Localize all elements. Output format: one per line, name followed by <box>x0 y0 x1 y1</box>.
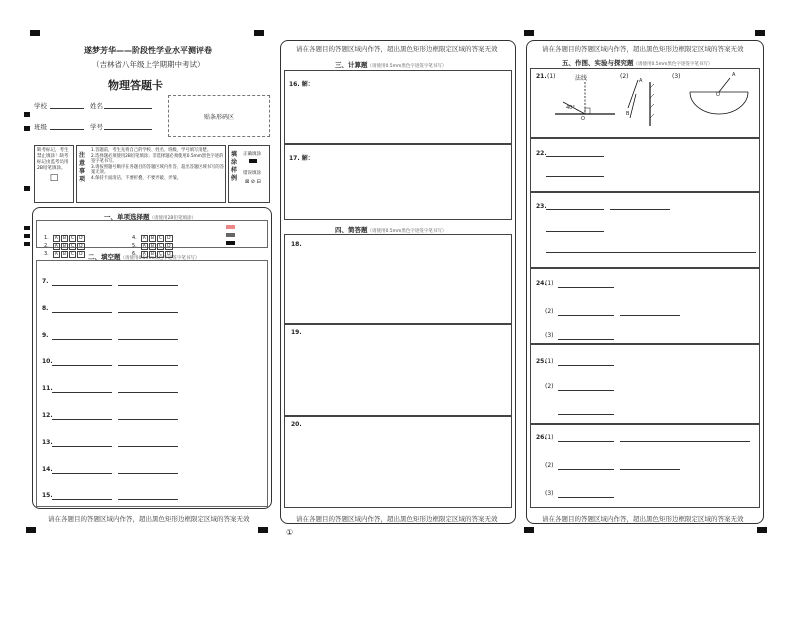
q25-num: 25. <box>536 358 547 365</box>
seat-label: 学号 <box>90 123 103 131</box>
choice-row <box>44 240 86 259</box>
position-mark <box>258 527 268 533</box>
q24-part1: (1) <box>545 280 554 287</box>
absent-checkbox[interactable]: □ <box>49 173 59 183</box>
position-mark <box>24 186 30 191</box>
q26-area <box>530 424 760 508</box>
fill-example-label: 填涂样例 <box>231 151 238 182</box>
choice-option[interactable]: D <box>79 236 83 241</box>
q21-part2: (2) <box>620 73 629 80</box>
page-marker: ① <box>286 528 294 537</box>
notice-middle-top: 请在各题目的答题区域内作答，超出黑色矩形边框限定区域的答案无效 <box>296 45 498 53</box>
fill-blank-line[interactable] <box>52 285 112 286</box>
fill-blank-line[interactable] <box>118 446 178 447</box>
choice-option[interactable]: C <box>158 236 163 241</box>
notes-label: 注意事项 <box>79 152 86 183</box>
section3-title: 三、计算题（请使用0.5mm黑色字迹签字笔书写） <box>335 61 447 69</box>
fill-wrong-sample: ⊠ ⊘ ⊟ <box>245 179 261 185</box>
section2-title: 二、填空题（请使用0.5mm黑色字迹签字笔书写） <box>88 253 200 261</box>
fill-blank-line[interactable] <box>52 419 112 420</box>
q20-area[interactable] <box>284 416 512 508</box>
q21-o-label: O <box>581 116 585 122</box>
q24-blank[interactable] <box>620 315 680 316</box>
fill-blank-line[interactable] <box>118 365 178 366</box>
choice-option[interactable]: B <box>62 236 66 241</box>
q21-a-label-2: A <box>639 78 643 84</box>
position-mark <box>254 30 264 36</box>
q21-normal-label: 法线 <box>575 75 588 82</box>
notice-left: 请在各题目的答题区域内作答，超出黑色矩形边框限定区域的答案无效 <box>48 515 250 523</box>
class-label: 班级 <box>34 123 47 131</box>
q24-num: 24. <box>536 280 547 287</box>
choice-color-swatch <box>226 233 235 237</box>
position-mark <box>26 527 36 533</box>
position-mark <box>757 527 767 533</box>
notes-list <box>91 148 225 182</box>
q21-a-label-3: A <box>732 72 736 78</box>
q21-o-label-3: O <box>716 92 720 98</box>
q16-area[interactable] <box>284 70 512 144</box>
name-label: 姓名 <box>90 102 103 110</box>
q22-blank[interactable] <box>546 176 604 177</box>
q18-label: 18. <box>291 241 302 248</box>
fill-blank-line[interactable] <box>52 446 112 447</box>
q20-label: 20. <box>291 421 302 428</box>
section4-title: 四、简答题（请使用0.5mm黑色字迹签字笔书写） <box>335 226 447 234</box>
q24-part3: (3) <box>545 332 554 339</box>
choice-option[interactable]: D <box>167 244 171 249</box>
q22-area <box>530 138 760 192</box>
q24-blank[interactable] <box>558 339 614 340</box>
q23-blank[interactable] <box>546 231 604 232</box>
q22-num: 22. <box>536 150 547 157</box>
q24-area <box>530 268 760 344</box>
notice-right-bottom: 请在各题目的答题区域内作答，超出黑色矩形边框限定区域的答案无效 <box>542 515 744 523</box>
fill-blank-line[interactable] <box>52 365 112 366</box>
class-field[interactable] <box>50 129 84 130</box>
fill-correct-label: 正确填涂 <box>243 152 261 157</box>
fill-blank-qnum: 13. <box>42 438 53 446</box>
q26-blank[interactable] <box>620 469 680 470</box>
q21-part3: (3) <box>672 73 681 80</box>
fill-example-box <box>228 145 270 203</box>
q26-blank[interactable] <box>558 441 614 442</box>
fill-blank-line[interactable] <box>118 499 178 500</box>
q21-diagrams[interactable] <box>530 68 760 138</box>
position-mark <box>755 30 765 36</box>
choice-qnum: 5. <box>132 243 137 249</box>
choice-option[interactable]: B <box>62 244 66 249</box>
fill-blank-qnum: 9. <box>42 331 49 339</box>
q23-blank[interactable] <box>610 209 670 210</box>
q21-num: 21. <box>536 73 547 80</box>
q21-ray-b <box>630 94 636 118</box>
fill-wrong-label: 错误填涂 <box>243 171 261 176</box>
choice-option[interactable]: A <box>142 236 146 241</box>
choice-option[interactable]: A <box>54 252 58 257</box>
fill-blank-qnum: 7. <box>42 278 49 285</box>
q21-part1: (1) <box>547 73 556 80</box>
fill-blank-line[interactable] <box>52 473 112 474</box>
q21-angle-label: 40° <box>566 105 575 111</box>
position-mark <box>524 30 534 36</box>
q18-area[interactable] <box>284 234 512 324</box>
section1-title: 一、单项选择题（请使用2B铅笔填涂） <box>104 213 196 221</box>
fill-blank-qnum: 8. <box>42 304 49 312</box>
choice-option[interactable]: D <box>79 252 83 257</box>
fill-blank-qnum: 10. <box>42 358 53 366</box>
q26-blank[interactable] <box>558 497 614 498</box>
q25-blank[interactable] <box>558 365 614 366</box>
choice-qnum: 2. <box>44 243 49 249</box>
choice-option[interactable]: D <box>79 244 83 249</box>
absent-box <box>34 145 74 203</box>
barcode-area: 贴条形码区 <box>168 95 270 137</box>
notice-right-top: 请在各题目的答题区域内作答，超出黑色矩形边框限定区域的答案无效 <box>542 45 744 53</box>
choice-qnum: 6. <box>132 251 137 257</box>
fill-blank-qnum: 11. <box>42 385 53 393</box>
q25-blank[interactable] <box>558 414 614 415</box>
q25-part2: (2) <box>545 383 554 390</box>
fill-blank-line[interactable] <box>52 339 112 340</box>
q26-part3: (3) <box>545 490 554 497</box>
q23-blank[interactable] <box>546 252 756 253</box>
fill-blank-line[interactable] <box>52 312 112 313</box>
exam-title: 遂梦芳华——阶段性学业水平测评卷 <box>84 46 212 55</box>
notice-middle-bottom: 请在各题目的答题区域内作答，超出黑色矩形边框限定区域的答案无效 <box>296 515 498 523</box>
q23-num: 23. <box>536 203 547 210</box>
school-label: 学校 <box>34 102 47 110</box>
section5-title: 五、作图、实验与探究题（请使用0.5mm黑色字迹签字笔书写） <box>562 59 713 67</box>
q23-blank[interactable] <box>546 209 604 210</box>
absent-text: 缺考标记，考生禁止填涂！缺考标记由监考员用2B铅笔填涂。 <box>37 148 69 171</box>
choice-color-swatch <box>226 241 235 245</box>
q25-part1: (1) <box>545 358 554 365</box>
section2-box <box>36 260 268 507</box>
q21-right-angle <box>585 108 590 114</box>
fill-blank-qnum: 12. <box>42 412 53 419</box>
position-mark <box>30 30 40 36</box>
choice-option[interactable]: A <box>142 252 146 257</box>
position-mark <box>24 242 30 246</box>
choice-qnum: 1. <box>44 235 49 241</box>
choice-option[interactable]: D <box>167 236 171 241</box>
choice-option[interactable]: A <box>54 236 58 241</box>
q24-blank[interactable] <box>558 287 614 288</box>
q26-part2: (2) <box>545 462 554 469</box>
note-item: 3.请按照题号顺序在各题目的答题区域内作答，超出答题区域书写的答案无效。 <box>91 164 225 176</box>
position-mark <box>24 226 30 230</box>
q17-area[interactable] <box>284 144 512 220</box>
fill-blank-line[interactable] <box>52 392 112 393</box>
q21-ray-a <box>628 80 638 108</box>
choice-option[interactable]: D <box>167 252 171 257</box>
position-mark <box>524 527 534 533</box>
card-title: 物理答题卡 <box>108 79 163 92</box>
note-item: 1.答题前，考生先将自己的学校、姓名、班级、学号填写清楚。 <box>91 148 212 153</box>
name-field[interactable] <box>104 108 152 109</box>
choice-option[interactable]: C <box>70 236 75 241</box>
q21-ray-ao <box>719 78 730 92</box>
choice-option[interactable]: C <box>70 252 75 257</box>
choice-option[interactable]: B <box>150 236 154 241</box>
position-mark <box>24 112 30 117</box>
fill-blank-line[interactable] <box>118 339 178 340</box>
fill-blank-line[interactable] <box>118 312 178 313</box>
q25-blank[interactable] <box>558 390 614 391</box>
fill-blank-line[interactable] <box>118 392 178 393</box>
q17-label: 17. 解： <box>289 155 314 162</box>
q21-b-label-2: B <box>626 111 630 117</box>
choice-option[interactable]: B <box>150 252 154 257</box>
q26-blank[interactable] <box>620 441 750 442</box>
seat-field[interactable] <box>104 129 152 130</box>
note-item: 4.保持卡面清洁，不要折叠、不要弄破、弄皱。 <box>91 175 182 181</box>
choice-color-swatch <box>226 225 235 229</box>
q24-part2: (2) <box>545 308 554 315</box>
choice-option[interactable]: C <box>158 252 163 257</box>
choice-option[interactable]: C <box>70 244 75 249</box>
q26-part1: (1) <box>545 434 554 441</box>
position-mark <box>24 234 30 238</box>
q26-num: 26. <box>536 434 547 441</box>
exam-subtitle: （吉林省八年级上学期期中考试） <box>92 60 205 69</box>
position-mark <box>24 126 30 131</box>
q23-area <box>530 192 760 268</box>
choice-qnum: 3. <box>44 251 49 257</box>
q19-area[interactable] <box>284 324 512 416</box>
fill-blank-qnum: 15. <box>42 492 53 500</box>
fill-correct-sample <box>249 159 257 163</box>
fill-blank-line[interactable] <box>118 419 178 420</box>
choice-option[interactable]: A <box>54 244 58 249</box>
school-field[interactable] <box>50 108 84 109</box>
q25-area <box>530 344 760 424</box>
note-item: 2.选择题必须使用2B铅笔填涂；非选择题必须使用0.5mm黑色字迹的签字笔书写。 <box>91 153 224 165</box>
choice-option[interactable]: B <box>150 244 154 249</box>
q24-blank[interactable] <box>558 315 614 316</box>
fill-blank-qnum: 14. <box>42 465 53 473</box>
q22-blank[interactable] <box>546 156 604 157</box>
choice-qnum: 4. <box>132 235 137 241</box>
q19-label: 19. <box>291 329 302 336</box>
fill-blank-line[interactable] <box>52 499 112 500</box>
notes-box <box>76 145 226 203</box>
q16-label: 16. 解： <box>289 81 314 88</box>
choice-option[interactable]: B <box>62 252 66 257</box>
q26-blank[interactable] <box>558 469 614 470</box>
fill-blank-line[interactable] <box>118 473 178 474</box>
choice-option[interactable]: A <box>142 244 146 249</box>
choice-option[interactable]: C <box>158 244 163 249</box>
fill-blank-line[interactable] <box>118 285 178 286</box>
